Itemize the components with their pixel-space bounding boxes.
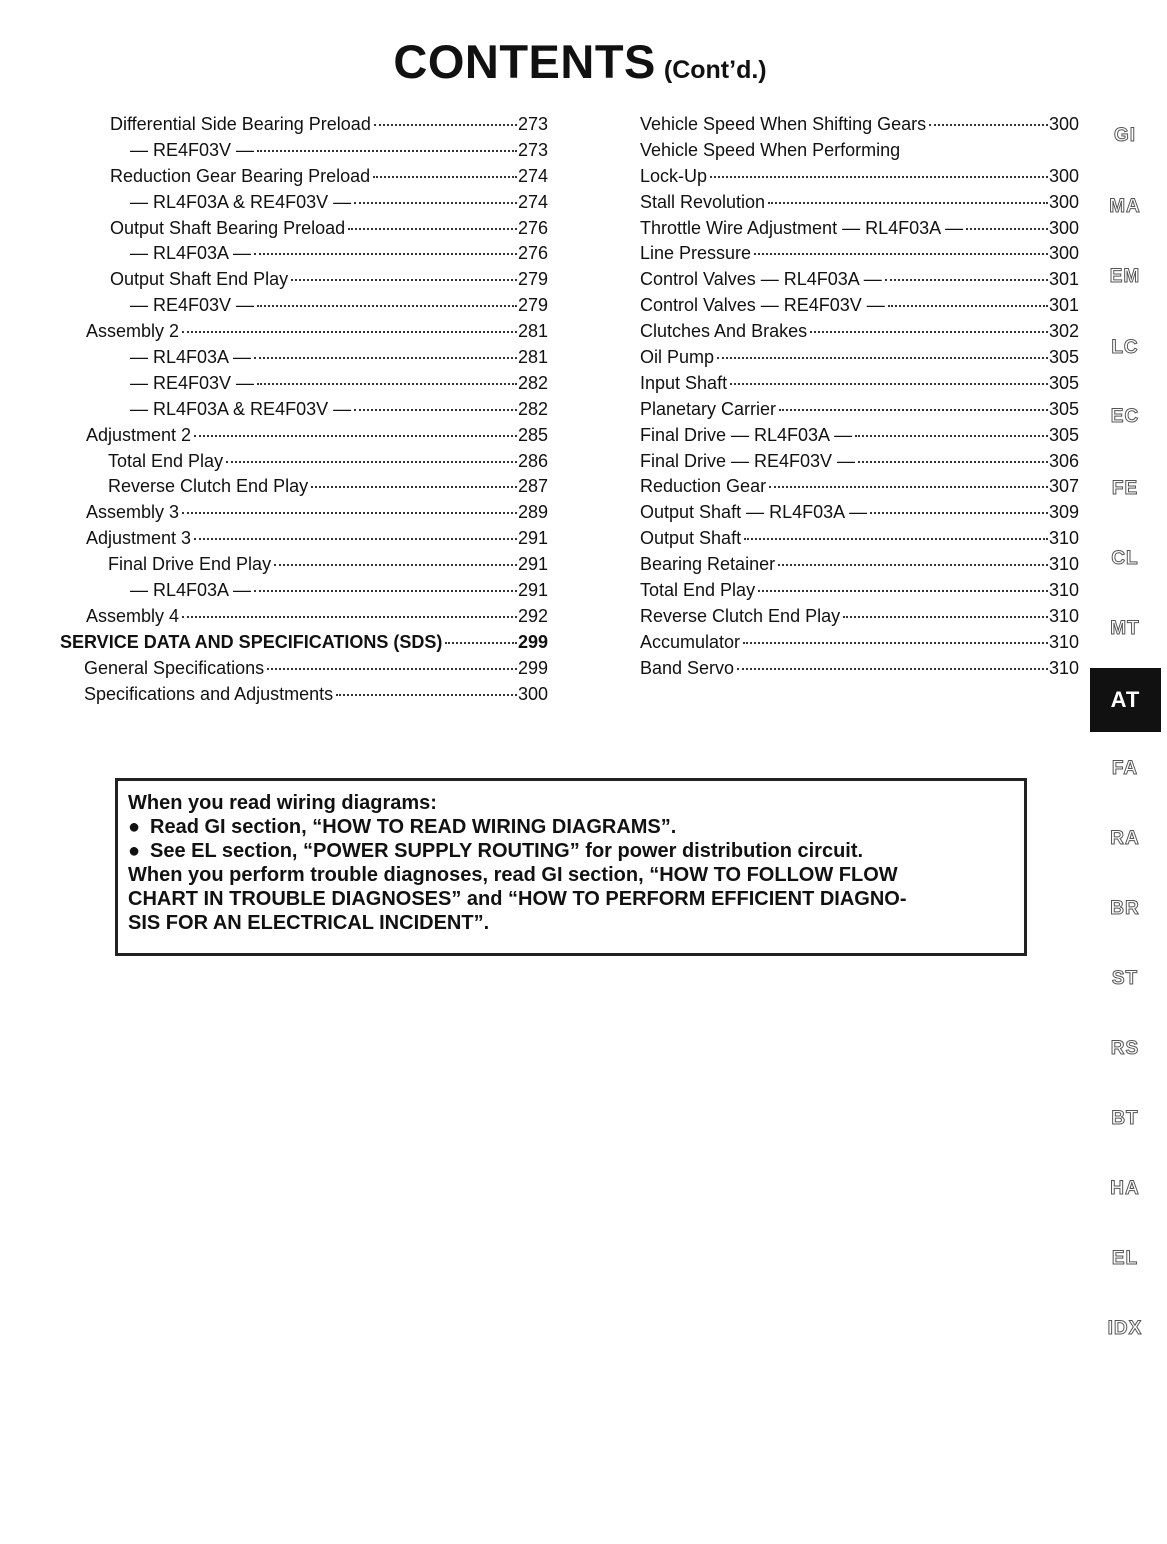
toc-entry-page: 300 xyxy=(1048,217,1079,238)
toc-leader-dots xyxy=(445,641,517,644)
wiring-diagram-notice xyxy=(115,778,1027,956)
toc-leader-dots xyxy=(267,667,517,670)
title-main: CONTENTS xyxy=(393,35,656,88)
toc-entry-label: General Specifications xyxy=(84,657,265,678)
toc-entry-page: 299 xyxy=(517,631,548,652)
toc-leader-dots xyxy=(226,460,517,463)
toc-entry-label: Output Shaft End Play xyxy=(110,269,289,290)
toc-entry-page: 310 xyxy=(1048,580,1079,601)
section-tab-br[interactable]: BR xyxy=(1110,898,1140,919)
toc-entry xyxy=(640,474,1079,500)
toc-entry xyxy=(0,500,548,526)
toc-entry xyxy=(640,500,1079,526)
toc-entry xyxy=(0,552,548,578)
toc-entry xyxy=(640,397,1079,423)
toc-entry-label: Reverse Clutch End Play xyxy=(640,605,841,626)
toc-entry-page: 279 xyxy=(517,295,548,316)
toc-entry-label: Control Valves — RE4F03V — xyxy=(640,295,885,316)
section-tab-fa[interactable]: FA xyxy=(1111,758,1139,779)
toc-entry-label: Final Drive End Play xyxy=(108,554,272,575)
notice-bullet-2 xyxy=(128,839,1024,863)
toc-entry-label: Assembly 2 xyxy=(86,321,180,342)
toc-entry-page: 273 xyxy=(517,139,548,160)
toc-entry-label: Planetary Carrier xyxy=(640,398,777,419)
notice-line-3: When you perform trouble diagnoses, read GI section, “HOW TO FOLLOW FLOW xyxy=(128,864,898,886)
notice-bullet-1 xyxy=(128,815,1024,839)
toc-entry xyxy=(0,656,548,682)
toc-entry xyxy=(0,682,548,708)
toc-leader-dots xyxy=(778,563,1048,566)
toc-entry xyxy=(0,293,548,319)
toc-entry-label: Reverse Clutch End Play xyxy=(108,476,309,497)
toc-entry-page: 300 xyxy=(1048,114,1079,134)
toc-entry-label: — RE4F03V — xyxy=(130,372,255,393)
toc-leader-dots xyxy=(779,408,1048,411)
toc-leader-dots xyxy=(717,356,1048,359)
toc-leader-dots xyxy=(374,123,517,126)
toc-leader-dots xyxy=(373,175,517,178)
toc-entry-label: Output Shaft xyxy=(640,528,742,549)
toc-entry xyxy=(0,164,548,190)
toc-leader-dots xyxy=(810,330,1048,333)
toc-entry-label: Adjustment 2 xyxy=(86,424,192,445)
toc-entry xyxy=(640,241,1079,267)
toc-entry-label: Input Shaft xyxy=(640,372,728,393)
toc-entry-label: Assembly 3 xyxy=(86,502,180,523)
toc-entry xyxy=(0,630,548,656)
toc-entry xyxy=(0,241,548,267)
toc-entry-page: 305 xyxy=(1048,372,1079,393)
toc-entry xyxy=(640,190,1079,216)
toc-leader-dots xyxy=(743,641,1048,644)
toc-entry xyxy=(0,371,548,397)
toc-entry-page: 276 xyxy=(517,243,548,264)
toc-entry-label: Band Servo xyxy=(640,657,735,678)
toc-entry-page: 305 xyxy=(1048,424,1079,445)
section-tab-gi[interactable]: GI xyxy=(1113,125,1137,146)
toc-entry xyxy=(640,526,1079,552)
toc-entry xyxy=(640,630,1079,656)
section-tab-cl[interactable]: CL xyxy=(1111,548,1139,569)
toc-entry-label: Specifications and Adjustments xyxy=(84,683,334,704)
toc-entry-page: 302 xyxy=(1048,321,1079,342)
section-tab-em[interactable]: EM xyxy=(1109,266,1141,287)
section-tab-fe[interactable]: FE xyxy=(1111,478,1139,499)
toc-entry-label: — RL4F03A — xyxy=(130,243,252,264)
toc-entry-label: Final Drive — RL4F03A — xyxy=(640,424,853,445)
toc-entry-page: 300 xyxy=(1048,165,1079,186)
toc-leader-dots xyxy=(311,485,517,488)
toc-entry-label: Reduction Gear Bearing Preload xyxy=(110,165,371,186)
toc-leader-dots xyxy=(194,537,517,540)
toc-leader-dots xyxy=(843,615,1048,618)
toc-entry xyxy=(640,216,1079,242)
toc-leader-dots xyxy=(903,151,1078,152)
toc-leader-dots xyxy=(885,278,1048,281)
notice-bullet-1-text: Read GI section, “HOW TO READ WIRING DIAGRAMS”. xyxy=(150,816,677,838)
toc-entry-page: 281 xyxy=(517,321,548,342)
toc-entry-page: 300 xyxy=(1048,243,1079,264)
toc-entry-label: Vehicle Speed When Shifting Gears xyxy=(640,114,927,134)
toc-entry xyxy=(0,526,548,552)
toc-entry-page: 289 xyxy=(517,502,548,523)
toc-entry-label: — RL4F03A & RE4F03V — xyxy=(130,191,352,212)
toc-entry-label: — RL4F03A & RE4F03V — xyxy=(130,398,352,419)
toc-leader-dots xyxy=(182,615,517,618)
toc-entry-label: Throttle Wire Adjustment — RL4F03A — xyxy=(640,217,964,238)
toc-entry-page: 299 xyxy=(517,657,548,678)
toc-entry xyxy=(640,578,1079,604)
toc-entry-page: 281 xyxy=(517,347,548,368)
toc-entry-page: 306 xyxy=(1048,450,1079,471)
toc-leader-dots xyxy=(257,149,517,152)
toc-entry xyxy=(640,293,1079,319)
toc-leader-dots xyxy=(354,408,517,411)
toc-entry-label: Differential Side Bearing Preload xyxy=(110,114,371,134)
toc-leader-dots xyxy=(966,227,1048,230)
title-suffix: (Cont’d.) xyxy=(663,56,767,84)
section-tab-idx[interactable]: IDX xyxy=(1107,1318,1143,1339)
toc-entry xyxy=(0,449,548,475)
toc-entry xyxy=(0,474,548,500)
toc-entry-page: 300 xyxy=(1048,191,1079,212)
toc-entry-label: Oil Pump xyxy=(640,347,715,368)
section-tab-el[interactable]: EL xyxy=(1111,1248,1139,1269)
toc-entry-label: Output Shaft — RL4F03A — xyxy=(640,502,868,523)
toc-right-column xyxy=(640,112,1079,682)
toc-entry-page: 282 xyxy=(517,398,548,419)
toc-leader-dots xyxy=(754,252,1048,255)
toc-leader-dots xyxy=(182,511,517,514)
toc-entry xyxy=(640,371,1079,397)
toc-entry-page: 291 xyxy=(517,554,548,575)
toc-entry-label: Line Pressure xyxy=(640,243,752,264)
toc-leader-dots xyxy=(744,537,1048,540)
toc-entry-page: 273 xyxy=(517,114,548,134)
page-title xyxy=(0,34,1160,89)
toc-leader-dots xyxy=(888,304,1048,307)
toc-entry-page: 285 xyxy=(517,424,548,445)
toc-entry xyxy=(0,578,548,604)
toc-entry xyxy=(0,190,548,216)
toc-leader-dots xyxy=(354,201,517,204)
toc-leader-dots xyxy=(870,511,1048,514)
toc-entry-page: 279 xyxy=(517,269,548,290)
toc-entry-page: 307 xyxy=(1048,476,1079,497)
toc-leader-dots xyxy=(336,693,517,696)
section-tab-at[interactable]: AT xyxy=(1090,668,1161,732)
toc-entry-page: 300 xyxy=(517,683,548,704)
toc-entry-label: Output Shaft Bearing Preload xyxy=(110,217,346,238)
toc-entry-page: 301 xyxy=(1048,295,1079,316)
toc-entry xyxy=(640,604,1079,630)
toc-entry xyxy=(640,552,1079,578)
toc-leader-dots xyxy=(769,485,1048,488)
bullet-icon: ● xyxy=(128,840,141,862)
toc-entry-label: Assembly 4 xyxy=(86,605,180,626)
toc-entry xyxy=(0,604,548,630)
toc-entry xyxy=(640,656,1079,682)
notice-bullet-2-text: See EL section, “POWER SUPPLY ROUTING” for power distribution circuit. xyxy=(150,840,864,862)
section-tab-ec[interactable]: EC xyxy=(1110,406,1140,427)
toc-entry xyxy=(640,345,1079,371)
toc-entry-label: Clutches And Brakes xyxy=(640,321,808,342)
toc-entry-label: Control Valves — RL4F03A — xyxy=(640,269,882,290)
section-tab-st[interactable]: ST xyxy=(1111,968,1139,989)
toc-entry-label: Stall Revolution xyxy=(640,191,766,212)
toc-entry-label: Lock-Up xyxy=(640,165,708,186)
toc-leader-dots xyxy=(254,589,517,592)
toc-entry-label: — RE4F03V — xyxy=(130,295,255,316)
toc-entry-label: Accumulator xyxy=(640,631,741,652)
toc-entry-label: Bearing Retainer xyxy=(640,554,776,575)
toc-entry-page: 305 xyxy=(1048,398,1079,419)
toc-leader-dots xyxy=(855,434,1048,437)
toc-leader-dots xyxy=(274,563,517,566)
notice-heading: When you read wiring diagrams: xyxy=(128,792,437,814)
toc-entry-page: 310 xyxy=(1048,657,1079,678)
toc-leader-dots xyxy=(291,278,517,281)
toc-entry xyxy=(640,164,1079,190)
toc-entry-page: 310 xyxy=(1048,631,1079,652)
section-tab-lc[interactable]: LC xyxy=(1111,337,1139,358)
toc-entry xyxy=(0,397,548,423)
toc-leader-dots xyxy=(348,227,517,230)
toc-entry-label: Total End Play xyxy=(640,580,756,601)
toc-leader-dots xyxy=(710,175,1048,178)
toc-entry-label: Adjustment 3 xyxy=(86,528,192,549)
notice-line-4: CHART IN TROUBLE DIAGNOSES” and “HOW TO PERFORM EFFICIENT DIAGNO- xyxy=(128,888,907,910)
section-tab-ma[interactable]: MA xyxy=(1109,196,1141,217)
toc-entry-page: 274 xyxy=(517,165,548,186)
toc-entry xyxy=(640,138,1079,164)
toc-leader-dots xyxy=(858,460,1048,463)
section-tab-strip xyxy=(1090,0,1167,1544)
toc-leader-dots xyxy=(254,356,517,359)
section-tab-ha[interactable]: HA xyxy=(1110,1178,1140,1199)
toc-entry-page: 291 xyxy=(517,528,548,549)
toc-leader-dots xyxy=(768,201,1048,204)
toc-leader-dots xyxy=(737,667,1048,670)
toc-entry xyxy=(640,319,1079,345)
section-tab-rs[interactable]: RS xyxy=(1110,1038,1140,1059)
toc-entry xyxy=(0,319,548,345)
toc-leader-dots xyxy=(758,589,1048,592)
toc-entry-page: 310 xyxy=(1048,554,1079,575)
toc-entry-label: — RE4F03V — xyxy=(130,139,255,160)
toc-leader-dots xyxy=(257,382,517,385)
toc-entry-page: 282 xyxy=(517,372,548,393)
toc-leader-dots xyxy=(257,304,517,307)
toc-entry-page: 310 xyxy=(1048,528,1079,549)
toc-entry xyxy=(0,267,548,293)
notice-line-5: SIS FOR AN ELECTRICAL INCIDENT”. xyxy=(128,912,490,934)
toc-entry-label: Reduction Gear xyxy=(640,476,767,497)
toc-leader-dots xyxy=(730,382,1048,385)
toc-entry xyxy=(0,345,548,371)
toc-entry-page: 274 xyxy=(517,191,548,212)
toc-entry-label: Vehicle Speed When Performing xyxy=(640,139,901,160)
toc-entry-page: 276 xyxy=(517,217,548,238)
toc-entry xyxy=(640,112,1079,138)
section-tab-mt[interactable]: MT xyxy=(1110,618,1140,639)
toc-entry-page: 292 xyxy=(517,605,548,626)
toc-entry-label: Total End Play xyxy=(108,450,224,471)
toc-entry xyxy=(0,216,548,242)
toc-entry xyxy=(640,267,1079,293)
toc-entry xyxy=(640,423,1079,449)
toc-left-column xyxy=(0,112,548,707)
toc-entry xyxy=(0,423,548,449)
toc-entry-label: Final Drive — RE4F03V — xyxy=(640,450,856,471)
toc-entry-page: 287 xyxy=(517,476,548,497)
toc-entry-page: 309 xyxy=(1048,502,1079,523)
section-tab-ra[interactable]: RA xyxy=(1110,828,1140,849)
toc-entry-label: — RL4F03A — xyxy=(130,347,252,368)
toc-entry-page: 286 xyxy=(517,450,548,471)
toc-entry xyxy=(640,449,1079,475)
toc-entry xyxy=(0,112,548,138)
toc-entry-page: 291 xyxy=(517,580,548,601)
toc-entry-label: — RL4F03A — xyxy=(130,580,252,601)
toc-entry-page: 301 xyxy=(1048,269,1079,290)
toc-leader-dots xyxy=(182,330,517,333)
toc-entry-page: 310 xyxy=(1048,605,1079,626)
toc-leader-dots xyxy=(194,434,517,437)
toc-entry xyxy=(0,138,548,164)
toc-entry-label: SERVICE DATA AND SPECIFICATIONS (SDS) xyxy=(60,631,443,652)
bullet-icon: ● xyxy=(128,816,141,838)
toc-leader-dots xyxy=(254,252,517,255)
toc-entry-page: 305 xyxy=(1048,347,1079,368)
toc-leader-dots xyxy=(929,123,1048,126)
section-tab-bt[interactable]: BT xyxy=(1111,1108,1139,1129)
